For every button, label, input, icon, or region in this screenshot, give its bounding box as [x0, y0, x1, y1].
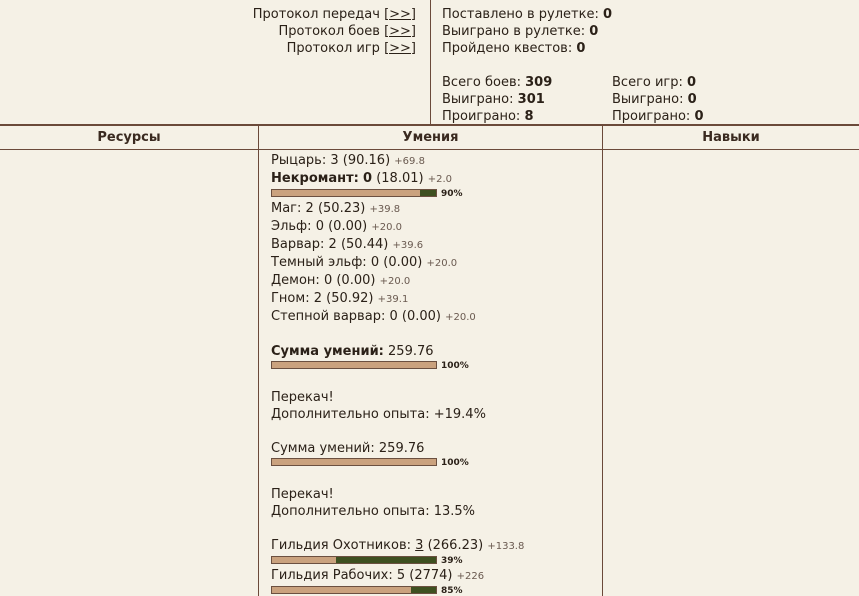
faction-barbarian: Варвар: 2 (50.44) +39.6 — [271, 237, 424, 252]
resources-heading: Ресурсы — [97, 130, 161, 145]
skills-list — [271, 152, 601, 596]
protocol-links — [253, 6, 416, 57]
protocol-games: Протокол игр [>>] — [286, 41, 416, 56]
skills-sum-2: Сумма умений: 259.76 — [271, 441, 425, 456]
skills-sum-1-progress: 100% — [271, 360, 601, 372]
overpump-title-2: Перекач! — [271, 487, 334, 502]
abilities-heading: Навыки — [702, 130, 760, 145]
progress-bar — [271, 458, 437, 466]
games-won: Выиграно: 0 — [612, 92, 697, 107]
guild-hunters-progress: 39% — [271, 555, 601, 567]
guild-hunters-level-link[interactable]: 3 — [415, 538, 424, 553]
quests-done: Пройдено квестов: 0 — [442, 41, 586, 56]
faction-dwarf: Гном: 2 (50.92) +39.1 — [271, 291, 409, 306]
faction-knight: Рыцарь: 3 (90.16) +69.8 — [271, 153, 425, 168]
faction-demon: Демон: 0 (0.00) +20.0 — [271, 273, 411, 288]
column-divider-right — [602, 126, 603, 596]
protocol-battles: Протокол боев [>>] — [278, 24, 416, 39]
column-divider-left — [258, 126, 259, 596]
protocols-panel — [0, 0, 431, 124]
games-total: Всего игр: 0 — [612, 75, 697, 90]
battles-total: Всего боев: 309 — [442, 75, 553, 90]
faction-mage: Маг: 2 (50.23) +39.8 — [271, 201, 401, 216]
faction-elf: Эльф: 0 (0.00) +20.0 — [271, 219, 402, 234]
columns-header — [0, 126, 859, 150]
progress-bar — [271, 586, 437, 594]
protocol-transfers-link[interactable]: [>>] — [384, 7, 416, 22]
protocol-games-link[interactable]: [>>] — [384, 41, 416, 56]
necromancer-progress: 90% — [271, 188, 601, 200]
extra-exp-2: Дополнительно опыта: 13.5% — [271, 504, 476, 519]
stats-header — [0, 0, 859, 126]
stats-panel — [431, 0, 859, 124]
faction-steppe-barbarian: Степной варвар: 0 (0.00) +20.0 — [271, 309, 476, 324]
games-lost: Проиграно: 0 — [612, 109, 704, 124]
battles-won: Выиграно: 301 — [442, 92, 545, 107]
overpump-title-1: Перекач! — [271, 390, 334, 405]
skills-sum-1: Сумма умений: 259.76 — [271, 344, 434, 359]
progress-bar — [271, 556, 437, 564]
faction-dark-elf: Темный эльф: 0 (0.00) +20.0 — [271, 255, 458, 270]
protocol-transfers: Протокол передач [>>] — [252, 7, 416, 22]
roulette-bet: Поставлено в рулетке: 0 — [442, 7, 613, 22]
battles-lost: Проиграно: 8 — [442, 109, 534, 124]
guild-workers: Гильдия Рабочих: 5 (2774) +226 — [271, 568, 485, 583]
guild-workers-progress: 85% — [271, 585, 601, 596]
progress-bar — [271, 189, 437, 197]
skills-sum-2-progress: 100% — [271, 457, 601, 469]
roulette-won: Выиграно в рулетке: 0 — [442, 24, 599, 39]
skills-heading: Умения — [402, 130, 459, 145]
guild-hunters: Гильдия Охотников: 3 (266.23) +133.8 — [271, 538, 525, 553]
faction-necromancer: Некромант: 0 (18.01) +2.0 — [271, 171, 453, 186]
progress-bar — [271, 361, 437, 369]
extra-exp-1: Дополнительно опыта: +19.4% — [271, 407, 486, 422]
protocol-battles-link[interactable]: [>>] — [384, 24, 416, 39]
